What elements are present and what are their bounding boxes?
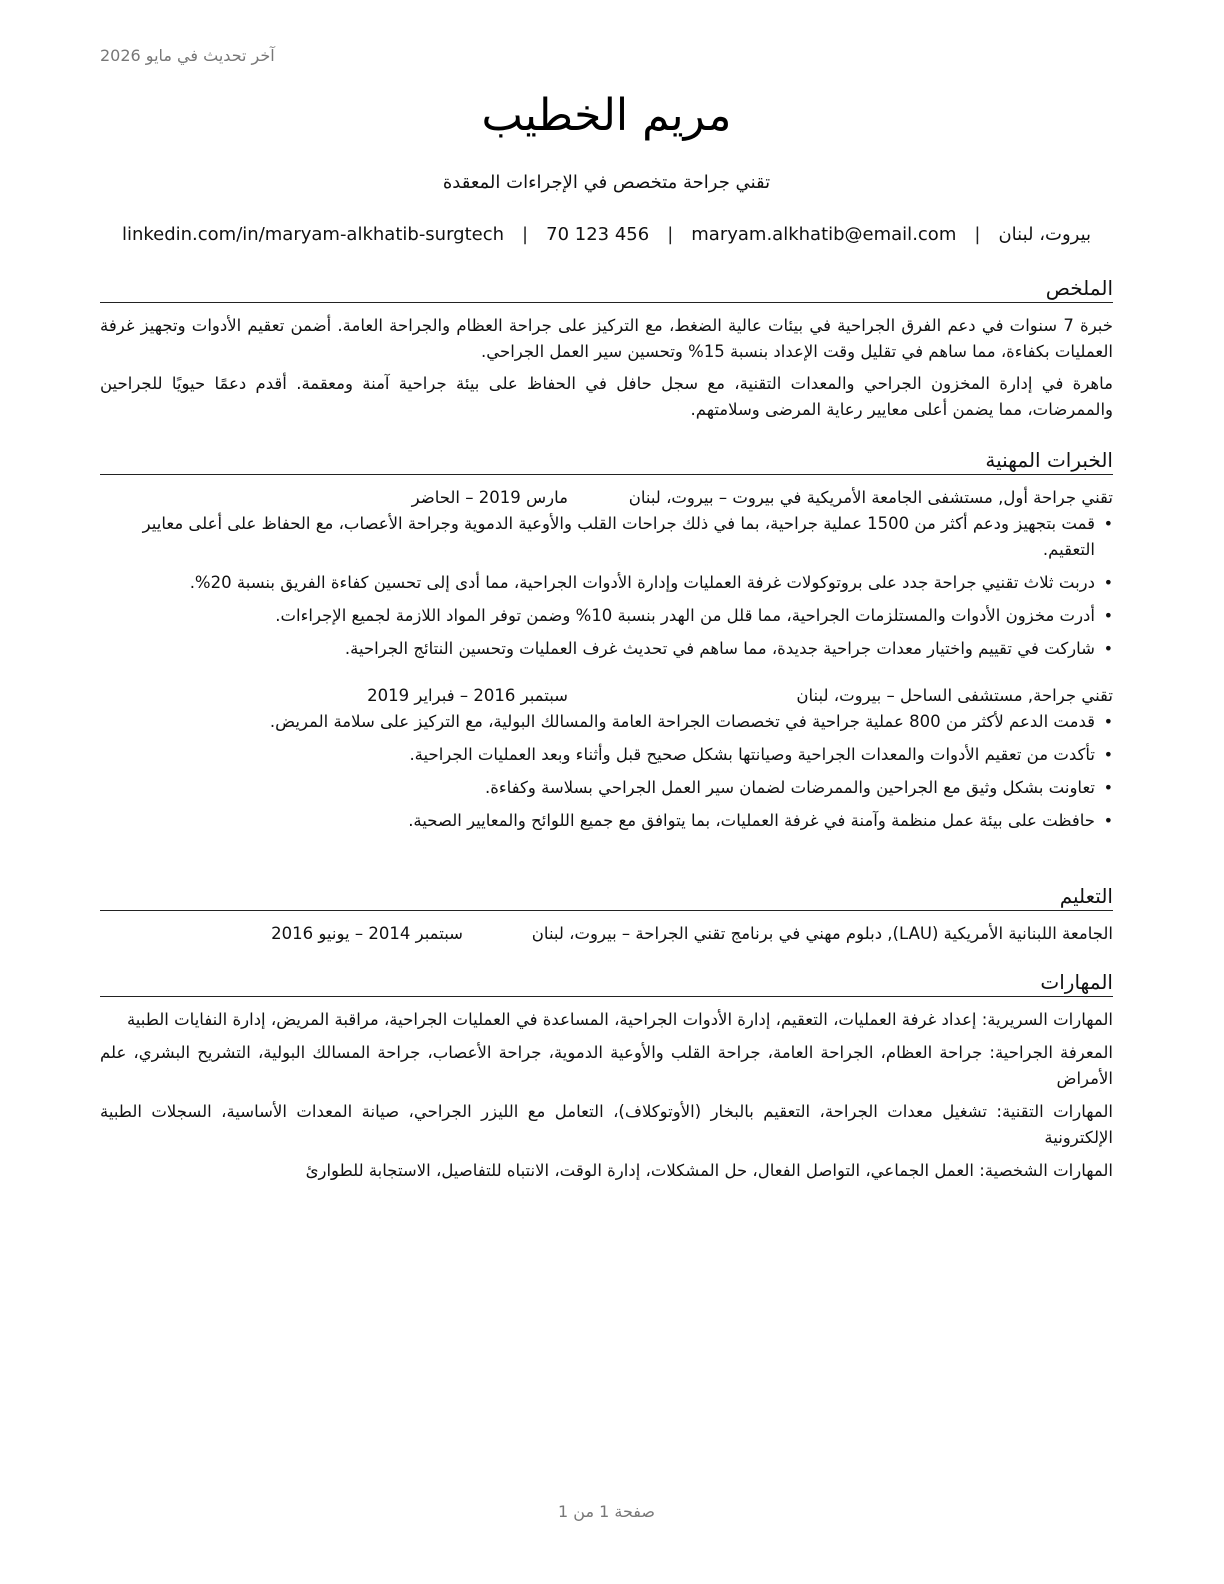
contact-linkedin[interactable]: linkedin.com/in/maryam-alkhatib-surgtech [121, 224, 505, 245]
job-bullet [100, 511, 1113, 563]
resume-page [100, 0, 1113, 1584]
candidate-name: مريم الخطيب [481, 90, 732, 141]
contact-location: بيروت، لبنان [998, 224, 1092, 245]
contact-email[interactable]: maryam.alkhatib@email.com [691, 224, 957, 245]
contact-phone[interactable]: 70 123 456 [546, 224, 650, 245]
job-bullet [100, 636, 1113, 662]
job-dates: مارس 2019 – الحاضر [411, 488, 568, 507]
job-header [100, 485, 1113, 511]
contact-separator: | [522, 224, 529, 245]
job-bullet [100, 709, 1113, 735]
bullet-icon: • [1103, 745, 1113, 764]
skill-line: المعرفة الجراحية: جراحة العظام، الجراحة العامة، جراحة القلب والأوعية الدموية، جراحة الأعصاب، جراحة المسالك البولية، التشريح البشري، علم الأمراض [100, 1043, 1113, 1088]
candidate-title: تقني جراحة متخصص في الإجراءات المعقدة [442, 172, 771, 193]
job-bullets [100, 511, 1113, 662]
job-bullet-text: قمت بتجهيز ودعم أكثر من 1500 عملية جراحية، بما في ذلك جراحات القلب والأوعية الدموية وجراحة الأعصاب، مع الحفاظ على أعلى معايير التعقيم. [142, 514, 1095, 559]
job-bullet-text: قدمت الدعم لأكثر من 800 عملية جراحية في تخصصات الجراحة العامة والمسالك البولية، مع التركيز على سلامة المريض. [269, 712, 1095, 731]
job-bullets [100, 709, 1113, 834]
skills-section [100, 970, 1113, 1191]
job-bullet [100, 775, 1113, 801]
section-title-summary: الملخص [100, 276, 1113, 303]
last-updated-note: آخر تحديث في مايو 2026 [100, 46, 275, 65]
skill-line: المهارات التقنية: تشغيل معدات الجراحة، التعقيم بالبخار (الأوتوكلاف)، التعامل مع الليزر الجراحي، صيانة المعدات الأساسية، السجلات الطبية الإلكترونية [100, 1102, 1113, 1147]
summary-paragraph: خبرة 7 سنوات في دعم الفرق الجراحية في بيئات عالية الضغط، مع التركيز على جراحة العظام والجراحة العامة. أضمن تعقيم الأدوات وتجهيز غرفة العمليات بكفاءة، مما ساهم في تقليل وقت الإعداد بنسبة 15% وتحسين سير العمل الجراحي. [100, 316, 1113, 361]
job-bullet [100, 742, 1113, 768]
bullet-icon: • [1103, 639, 1113, 658]
job-bullet-text: أدرت مخزون الأدوات والمستلزمات الجراحية، مما قلل من الهدر بنسبة 10% وضمن توفر المواد اللازمة لجميع الإجراءات. [275, 606, 1095, 625]
contact-separator: | [974, 224, 981, 245]
bullet-icon: • [1103, 778, 1113, 797]
job-bullet-text: تعاونت بشكل وثيق مع الجراحين والممرضات لضمان سير العمل الجراحي بسلاسة وكفاءة. [484, 778, 1095, 797]
job-bullet [100, 570, 1113, 596]
bullet-icon: • [1103, 514, 1113, 533]
summary-section [100, 276, 1113, 429]
summary-paragraph: ماهرة في إدارة المخزون الجراحي والمعدات التقنية، مع سجل حافل في الحفاظ على بيئة جراحية آمنة ومعقمة. أقدم دعمًا حيويًا للجراحين والممرضات، مما يضمن أعلى معايير رعاية المرضى وسلامتهم. [100, 374, 1113, 419]
job-dates: سبتمبر 2016 – فبراير 2019 [367, 686, 568, 705]
job-bullet-text: شاركت في تقييم واختيار معدات جراحية جديدة، مما ساهم في تحديث غرف العمليات وتحسين النتائج الجراحية. [344, 639, 1095, 658]
bullet-icon: • [1103, 606, 1113, 625]
bullet-icon: • [1103, 811, 1113, 830]
contact-line [100, 224, 1113, 245]
job-bullet [100, 603, 1113, 629]
job-bullet-text: حافظت على بيئة عمل منظمة وآمنة في غرفة العمليات، بما يتوافق مع جميع اللوائح والمعايير الصحية. [408, 811, 1095, 830]
bullet-icon: • [1103, 712, 1113, 731]
job-role: تقني جراحة أول, مستشفى الجامعة الأمريكية في بيروت – بيروت، لبنان [628, 488, 1113, 507]
job-bullet-text: تأكدت من تعقيم الأدوات والمعدات الجراحية وصيانتها بشكل صحيح قبل وأثناء وبعد العمليات الجراحية. [409, 745, 1095, 764]
education-entry [100, 921, 1113, 947]
section-title-experience: الخبرات المهنية [100, 448, 1113, 475]
contact-separator: | [667, 224, 674, 245]
job-header [100, 683, 1113, 709]
experience-section [100, 448, 1113, 841]
skill-line: المهارات السريرية: إعداد غرفة العمليات، التعقيم، إدارة الأدوات الجراحية، المساعدة في العمليات الجراحية، مراقبة المريض، إدارة النفايات الطبية [126, 1010, 1113, 1029]
education-degree: الجامعة اللبنانية الأمريكية (LAU), دبلوم مهني في برنامج تقني الجراحة – بيروت، لبنان [531, 924, 1113, 943]
skill-line: المهارات الشخصية: العمل الجماعي، التواصل الفعال، حل المشكلات، إدارة الوقت، الانتباه للتفاصيل، الاستجابة للطوارئ [305, 1161, 1113, 1180]
job-role: تقني جراحة, مستشفى الساحل – بيروت، لبنان [796, 686, 1113, 705]
section-title-education: التعليم [100, 884, 1113, 911]
education-section [100, 884, 1113, 947]
job-bullet-text: دربت ثلاث تقنيي جراحة جدد على بروتوكولات غرفة العمليات وإدارة الأدوات الجراحية، مما أدى إلى تحسين كفاءة الفريق بنسبة 20%. [189, 573, 1095, 592]
bullet-icon: • [1103, 573, 1113, 592]
job-bullet [100, 808, 1113, 834]
education-dates: سبتمبر 2014 – يونيو 2016 [271, 924, 463, 943]
section-title-skills: المهارات [100, 970, 1113, 997]
page-number: صفحة 1 من 1 [558, 1502, 655, 1521]
